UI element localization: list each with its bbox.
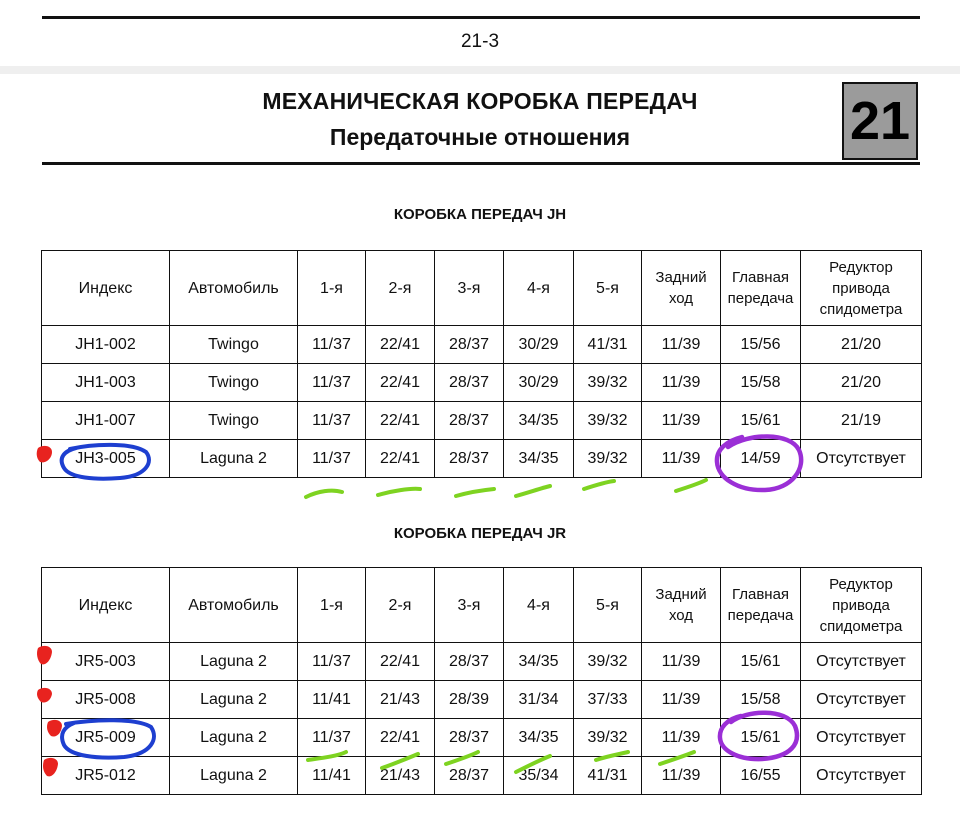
table-cell: 11/39 <box>642 402 721 440</box>
green-mark-5 <box>584 481 614 489</box>
column-header: 3-я <box>435 251 504 326</box>
table-cell: Laguna 2 <box>170 757 298 795</box>
table-cell: 11/41 <box>298 757 366 795</box>
table-cell: JR5-009 <box>42 719 170 757</box>
table-row <box>42 402 922 440</box>
green-mark-2 <box>378 489 420 495</box>
table-cell: 37/33 <box>574 681 642 719</box>
table-row <box>42 681 922 719</box>
table-cell: JR5-003 <box>42 643 170 681</box>
table-cell: 21/20 <box>801 364 922 402</box>
table-cell: Отсутствует <box>801 643 922 681</box>
document-title: МЕХАНИЧЕСКАЯ КОРОБКА ПЕРЕДАЧ <box>262 88 698 114</box>
table-cell: 11/39 <box>642 681 721 719</box>
document-subtitle: Передаточные отношения <box>329 124 631 150</box>
green-mark-6 <box>676 480 706 491</box>
column-header: Автомобиль <box>170 251 298 326</box>
table-cell: 30/29 <box>504 326 574 364</box>
table-cell: 11/37 <box>298 364 366 402</box>
table-cell: 15/58 <box>721 364 801 402</box>
table-cell: 34/35 <box>504 643 574 681</box>
table-cell: JR5-012 <box>42 757 170 795</box>
heading-rule-right <box>842 162 920 165</box>
table-cell: 11/37 <box>298 402 366 440</box>
heading-rule <box>42 162 842 165</box>
table-cell: 11/41 <box>298 681 366 719</box>
table-cell: 39/32 <box>574 364 642 402</box>
table-cell: 15/61 <box>721 402 801 440</box>
table-row <box>42 326 922 364</box>
table-row <box>42 364 922 402</box>
table-cell: 22/41 <box>366 719 435 757</box>
green-mark-4 <box>516 486 550 496</box>
table-cell: 39/32 <box>574 719 642 757</box>
table-cell: Отсутствует <box>801 757 922 795</box>
table-cell: 35/34 <box>504 757 574 795</box>
table-cell: Twingo <box>170 402 298 440</box>
table-cell: 31/34 <box>504 681 574 719</box>
green-mark-3 <box>456 489 494 496</box>
table-cell: 11/37 <box>298 326 366 364</box>
table-cell: 21/43 <box>366 681 435 719</box>
column-header: Главная передача <box>721 568 801 643</box>
table-cell: 30/29 <box>504 364 574 402</box>
table-cell: 28/37 <box>435 643 504 681</box>
column-header: 2-я <box>366 568 435 643</box>
column-header: 3-я <box>435 568 504 643</box>
jh-table-title: КОРОБКА ПЕРЕДАЧ JH <box>393 206 567 223</box>
table-cell: 15/61 <box>721 643 801 681</box>
table-cell: 11/37 <box>298 719 366 757</box>
table-cell: 28/37 <box>435 326 504 364</box>
table-cell: 28/37 <box>435 719 504 757</box>
table-cell: 34/35 <box>504 402 574 440</box>
table-row <box>42 440 922 478</box>
table-cell: 28/37 <box>435 440 504 478</box>
table-cell: 15/58 <box>721 681 801 719</box>
table-header-row <box>42 568 922 643</box>
table-cell: 14/59 <box>721 440 801 478</box>
jr-gear-ratio-table <box>41 567 922 795</box>
table-cell: 22/41 <box>366 402 435 440</box>
table-cell: 41/31 <box>574 757 642 795</box>
table-cell: 11/37 <box>298 643 366 681</box>
column-header: 1-я <box>298 251 366 326</box>
table-cell: JH3-005 <box>42 440 170 478</box>
column-header: Редуктор привода спидометра <box>801 568 922 643</box>
table-cell: 34/35 <box>504 440 574 478</box>
table-cell: 39/32 <box>574 643 642 681</box>
table-cell: 21/43 <box>366 757 435 795</box>
table-cell: 28/37 <box>435 757 504 795</box>
column-header: 4-я <box>504 568 574 643</box>
table-cell: 11/37 <box>298 440 366 478</box>
table-cell: Отсутствует <box>801 681 922 719</box>
top-rule <box>42 16 920 19</box>
column-header: 1-я <box>298 568 366 643</box>
table-row <box>42 757 922 795</box>
table-cell: JR5-008 <box>42 681 170 719</box>
table-cell: 11/39 <box>642 326 721 364</box>
table-header-row <box>42 251 922 326</box>
jh-gear-ratio-table <box>41 250 922 478</box>
column-header: Индекс <box>42 251 170 326</box>
table-cell: 22/41 <box>366 440 435 478</box>
table-cell: 11/39 <box>642 643 721 681</box>
page-number: 21-3 <box>460 31 500 52</box>
table-cell: 28/37 <box>435 364 504 402</box>
table-cell: Отсутствует <box>801 440 922 478</box>
column-header: Редуктор привода спидометра <box>801 251 922 326</box>
table-cell: 22/41 <box>366 364 435 402</box>
table-cell: Laguna 2 <box>170 643 298 681</box>
column-header: Задний ход <box>642 251 721 326</box>
table-cell: Laguna 2 <box>170 681 298 719</box>
table-cell: 28/37 <box>435 402 504 440</box>
table-cell: 15/56 <box>721 326 801 364</box>
table-cell: 11/39 <box>642 440 721 478</box>
table-cell: 41/31 <box>574 326 642 364</box>
table-cell: 28/39 <box>435 681 504 719</box>
table-row <box>42 643 922 681</box>
table-cell: Laguna 2 <box>170 440 298 478</box>
table-cell: JH1-002 <box>42 326 170 364</box>
column-header: 5-я <box>574 251 642 326</box>
table-cell: 11/39 <box>642 757 721 795</box>
column-header: Индекс <box>42 568 170 643</box>
table-cell: 39/32 <box>574 440 642 478</box>
table-cell: 15/61 <box>721 719 801 757</box>
table-cell: 16/55 <box>721 757 801 795</box>
table-cell: 11/39 <box>642 719 721 757</box>
table-cell: 39/32 <box>574 402 642 440</box>
column-header: 2-я <box>366 251 435 326</box>
column-header: 4-я <box>504 251 574 326</box>
table-cell: 11/39 <box>642 364 721 402</box>
column-header: Автомобиль <box>170 568 298 643</box>
chapter-number-badge: 21 <box>842 82 918 160</box>
table-cell: 21/20 <box>801 326 922 364</box>
table-cell: Laguna 2 <box>170 719 298 757</box>
table-cell: 34/35 <box>504 719 574 757</box>
green-mark-1 <box>306 491 342 497</box>
table-cell: JH1-003 <box>42 364 170 402</box>
table-cell: Twingo <box>170 326 298 364</box>
table-cell: Twingo <box>170 364 298 402</box>
jr-table-title: КОРОБКА ПЕРЕДАЧ JR <box>393 525 567 542</box>
table-cell: 21/19 <box>801 402 922 440</box>
page-gap <box>0 66 960 74</box>
table-row <box>42 719 922 757</box>
table-cell: 22/41 <box>366 326 435 364</box>
column-header: Задний ход <box>642 568 721 643</box>
table-cell: 22/41 <box>366 643 435 681</box>
column-header: Главная передача <box>721 251 801 326</box>
table-cell: JH1-007 <box>42 402 170 440</box>
table-cell: Отсутствует <box>801 719 922 757</box>
column-header: 5-я <box>574 568 642 643</box>
